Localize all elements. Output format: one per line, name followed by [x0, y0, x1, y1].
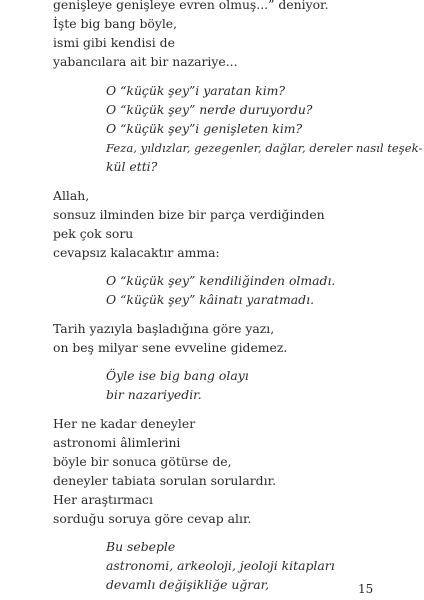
- text-line: sorduğu soruya göre cevap alır.: [53, 511, 252, 526]
- text-line: böyle bir sonuca götürse de,: [53, 454, 232, 469]
- text-line: İşte big bang böyle,: [53, 16, 178, 31]
- text-line: on beş milyar sene evveline gidemez.: [53, 340, 288, 355]
- text-line: ismi gibi kendisi de: [53, 35, 175, 50]
- text-line: sonsuz ilminden bize bir parça verdiğinden: [53, 207, 325, 222]
- text-line: Allah,: [53, 188, 90, 203]
- text-line: kül etti?: [106, 159, 158, 174]
- text-line: O “küçük şey”i genişleten kim?: [106, 121, 303, 136]
- text-line: pek çok soru: [53, 226, 134, 241]
- text-line: genişleye genişleye evren olmuş...” deniyor.: [53, 0, 329, 12]
- text-line: O “küçük şey” nerde duruyordu?: [106, 102, 313, 117]
- text-line: Her araştırmacı: [53, 492, 153, 507]
- text-line: Her ne kadar deneyler: [53, 416, 196, 431]
- text-line: Öyle ise big bang olayı: [106, 368, 249, 383]
- text-line: O “küçük şey” kendiliğinden olmadı.: [106, 273, 336, 288]
- text-line: O “küçük şey”i yaratan kim?: [106, 83, 286, 98]
- text-line: Bu sebeple: [106, 539, 176, 554]
- text-line: Feza, yıldızlar, gezegenler, dağlar, dereler nasıl teşek-: [106, 141, 423, 155]
- text-line: yabancılara ait bir nazariye...: [53, 54, 238, 69]
- text-line: bir nazariyedir.: [106, 387, 202, 402]
- text-line: deneyler tabiata sorulan sorulardır.: [53, 473, 277, 488]
- text-line: astronomi, arkeoloji, jeoloji kitapları: [106, 558, 335, 573]
- text-line: astronomi âlimlerini: [53, 435, 181, 450]
- text-line: O “küçük şey” kâinatı yaratmadı.: [106, 292, 315, 307]
- text-line: devamlı değişikliğe uğrar,: [106, 577, 270, 592]
- page-number: 15: [358, 582, 374, 596]
- text-line: cevapsız kalacaktır amma:: [53, 245, 220, 260]
- text-line: Tarih yazıyla başladığına göre yazı,: [53, 321, 275, 336]
